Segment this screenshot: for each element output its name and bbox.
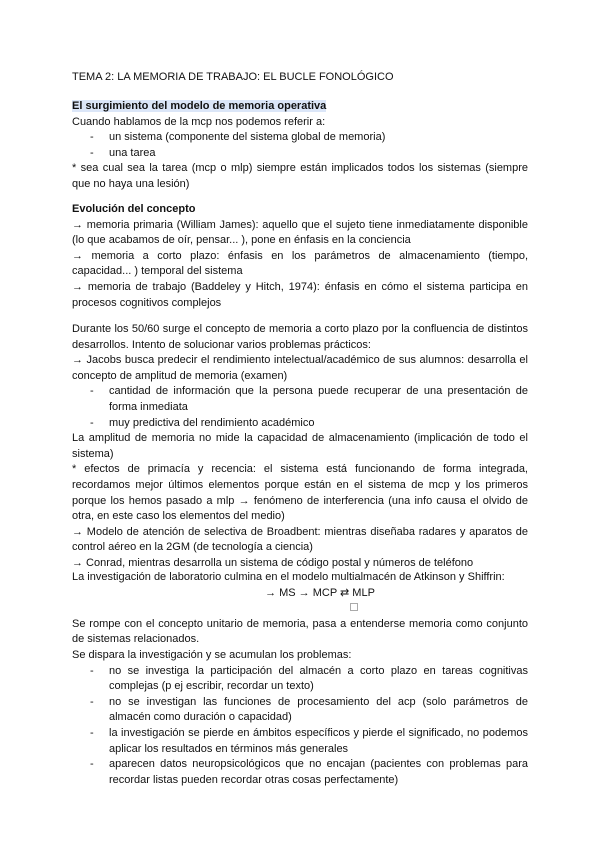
paragraph: La investigación de laboratorio culmina en el modelo multialmacén de Atkinson y Shiffrin: — [72, 571, 505, 583]
paragraph: Cuando hablamos de la mcp nos podemos referir a: — [72, 115, 326, 128]
bullet-list — [72, 384, 528, 431]
list-item: - una tarea — [72, 146, 528, 162]
paragraph: Durante los 50/60 surge el concepto de memoria a corto plazo por la confluencia de distintos desarrollos. Intento de solucionar varios problemas prácticos: — [72, 323, 528, 351]
section-investigacion — [72, 570, 528, 788]
list-item: - un sistema (componente del sistema global de memoria) — [72, 130, 528, 146]
paragraph: La amplitud de memoria no mide la capacidad de almacenamiento (implicación de todo el sistema) — [72, 432, 528, 460]
heading-text: El surgimiento del modelo de memoria operativa — [72, 100, 327, 112]
section-durante — [72, 322, 528, 572]
paragraph: Se dispara la investigación y se acumulan los problemas: — [72, 648, 352, 661]
document-title — [72, 70, 528, 86]
list-item: - la investigación se pierde en ámbitos específicos y pierde el significado, no podemos aplicar los resultados en términos más generales — [72, 726, 528, 757]
list-item: - aparecen datos neuropsicológicos que no encajan (pacientes con problemas para recordar listas pueden recordar otras cosas perfectamente) — [72, 757, 528, 788]
list-item: - no se investigan las funciones de procesamiento del acp (solo parámetros de almacén como duración o capacidad) — [72, 695, 528, 726]
paragraph: → memoria a corto plazo: énfasis en los parámetros de almacenamiento (tiempo, capacidad... ) temporal del sistema — [72, 249, 528, 278]
bullet-list — [72, 130, 528, 161]
model-diagram: → MS → MCP ⇄ MLP — [265, 586, 375, 599]
box-icon — [350, 603, 358, 611]
title-text: TEMA 2: LA MEMORIA DE TRABAJO: EL BUCLE FONOLÓGICO — [72, 71, 394, 83]
paragraph: * efectos de primacía y recencia: el sistema está funcionando de forma integrada, recordamos mejor últimos elementos porque están en el sistema de mcp y los primeros porque los hemos pasado a mlp → fenómeno de interferencia (una info causa el olvido de otra, en este caso los elementos del medio) — [72, 463, 528, 523]
paragraph: * sea cual sea la tarea (mcp o mlp) siempre están implicados todos los sistemas (siempre que no haya una lesión) — [72, 162, 528, 190]
list-item: - no se investiga la participación del almacén a corto plazo en tareas cognitivas complejas (p ej escribir, recordar un texto) — [72, 664, 528, 695]
paragraph: → Jacobs busca predecir el rendimiento intelectual/académico de sus alumnos: desarrolla el concepto de amplitud de memoria (examen) — [72, 354, 528, 382]
paragraph: → Conrad, mientras desarrolla un sistema de código postal y números de teléfono — [72, 556, 474, 569]
list-item: - muy predictiva del rendimiento académico — [72, 416, 528, 432]
list-item: - cantidad de información que la persona puede recuperar de una presentación de forma inmediata — [72, 384, 528, 415]
bullet-list — [72, 664, 528, 789]
paragraph: → Modelo de atención de selectiva de Broadbent: mientras diseñaba radares y aparatos de control aéreo en la 2GM (de tecnología a ciencia) — [72, 525, 528, 554]
section-evolucion — [72, 202, 528, 311]
placeholder-box — [72, 601, 528, 617]
paragraph: → memoria de trabajo (Baddeley y Hitch, 1974): énfasis en cómo el sistema participa en procesos cognitivos complejos — [72, 280, 528, 309]
section-surgimiento — [72, 99, 528, 193]
paragraph: → memoria primaria (William James): aquello que el sujeto tiene inmediatamente disponible (lo que acabamos de oír, pensar... ), pone en énfasis en la conciencia — [72, 218, 528, 247]
paragraph: Se rompe con el concepto unitario de memoria, pasa a entenderse memoria como conjunto de sistemas relacionados. — [72, 617, 528, 646]
section-heading — [72, 99, 528, 115]
section-heading: Evolución del concepto — [72, 203, 196, 215]
